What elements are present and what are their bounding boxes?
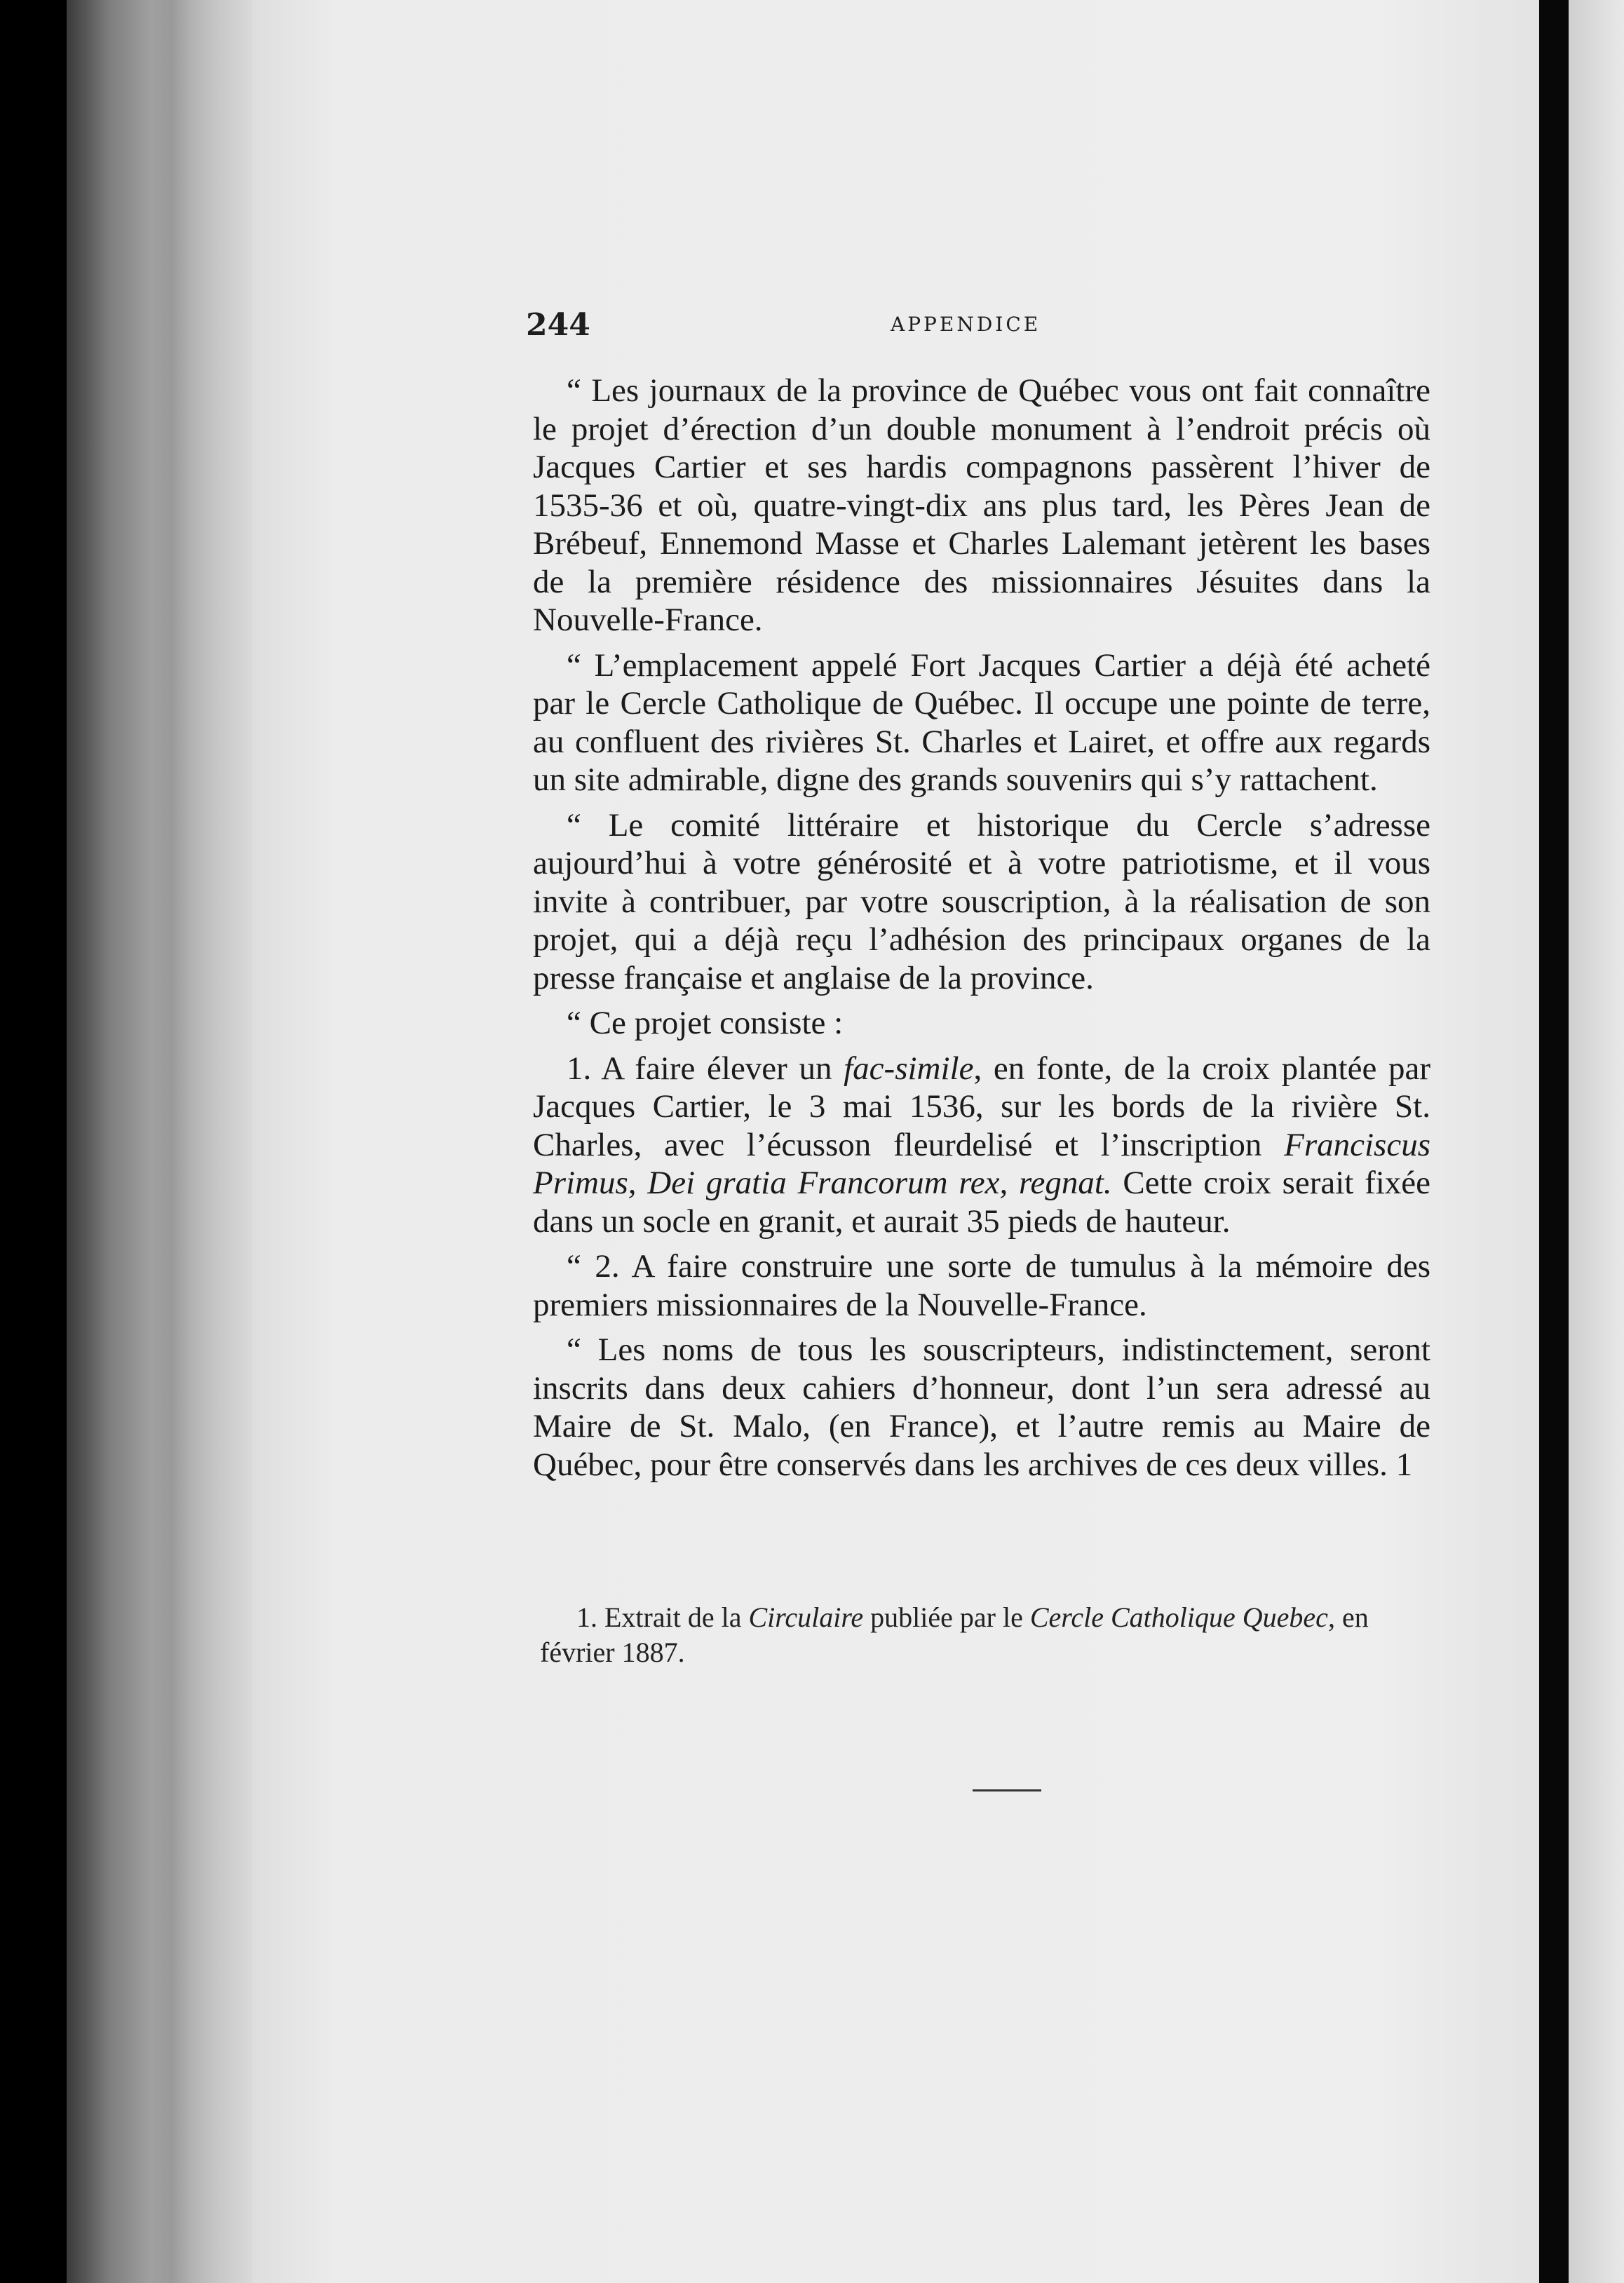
paragraph-5-italic-fac-simile: fac-simile [844, 1050, 974, 1087]
book-gutter [1539, 0, 1569, 2283]
paragraph-6: “ 2. A faire construire une sorte de tumulus à la mémoire des premiers missionnaires de la Nouvelle-France. [533, 1248, 1430, 1323]
paragraph-5-italic-inscription: Franciscus Primus, Dei gratia Francorum rex, regnat. [533, 1126, 1430, 1201]
footnote-part-b: publiée par le [863, 1601, 1030, 1633]
facing-page-edge [1569, 0, 1624, 2283]
footnote-part-a: 1. Extrait de la [576, 1601, 749, 1633]
paragraph-3: “ Le comité littéraire et historique du Cercle s’adresse aujourd’hui à votre générosité et à votre patriotisme, et il vous invite à contribuer, par votre souscription, à la réalisation de son projet, qui a déjà reçu l’adhésion des principaux organes de la presse française et anglaise de la province. [533, 806, 1430, 996]
page-header [526, 307, 1423, 349]
end-rule [973, 1789, 1041, 1791]
paragraph-2: “ L’emplacement appelé Fort Jacques Cartier a déjà été acheté par le Cercle Catholique de Québec. Il occupe une pointe de terre, au confluent des rivières St. Charles et Lairet, et offre aux regards un site admirable, digne des grands souvenirs qui s’y rattachent. [533, 646, 1430, 798]
running-head: APPENDICE [891, 313, 1041, 336]
scan-left-margin [0, 0, 67, 2283]
paragraph-5-part-a: 1. A faire élever un [567, 1050, 844, 1087]
footnote [540, 1600, 1402, 1670]
footnote-part-d: , en février 1887. [540, 1601, 1369, 1668]
paragraph-1: “ Les journaux de la province de Québec vous ont fait connaître le projet d’érection d’un double monument à l’endroit précis où Jacques Cartier et ses hardis compagnons passèrent l’hiver de 1535-36 et où, quatre-vingt-dix ans plus tard, les Pères Jean de Brébeuf, Ennemond Masse et Charles Lalemant jetèrent les bases de la première résidence des missionnaires Jésuites dans la Nouvelle-France. [533, 372, 1430, 638]
footnote-part-c [1236, 1601, 1243, 1633]
footnote-text [540, 1600, 1402, 1670]
paragraph-5-part-b: , en fonte, de la croix plantée par Jacques Cartier, le 3 mai 1536, sur les bords de la rivière St. Charles, avec l’écusson fleurdelisé et l’inscription [533, 1050, 1430, 1163]
footnote-italic-quebec: Quebec [1242, 1601, 1328, 1633]
footnote-italic-cercle: Cercle Catholique [1029, 1601, 1236, 1633]
book-page-edges [67, 0, 252, 2283]
paragraph-5 [533, 1050, 1430, 1241]
paragraph-7: “ Les noms de tous les souscripteurs, indistinctement, seront inscrits dans deux cahiers d’honneur, dont l’un sera adressé au Maire de St. Malo, (en France), et l’autre remis au Maire de Québec, pour être conservés dans les archives de ces deux villes. 1 [533, 1332, 1430, 1483]
body-text [533, 372, 1430, 1491]
footnote-italic-circulaire: Circulaire [748, 1601, 864, 1633]
paragraph-5-part-c: Cette croix serait fixée dans un socle en granit, et aurait 35 pieds de hauteur. [533, 1165, 1430, 1240]
page-number: 244 [526, 307, 590, 343]
paragraph-4: “ Ce projet consiste : [567, 1005, 844, 1041]
